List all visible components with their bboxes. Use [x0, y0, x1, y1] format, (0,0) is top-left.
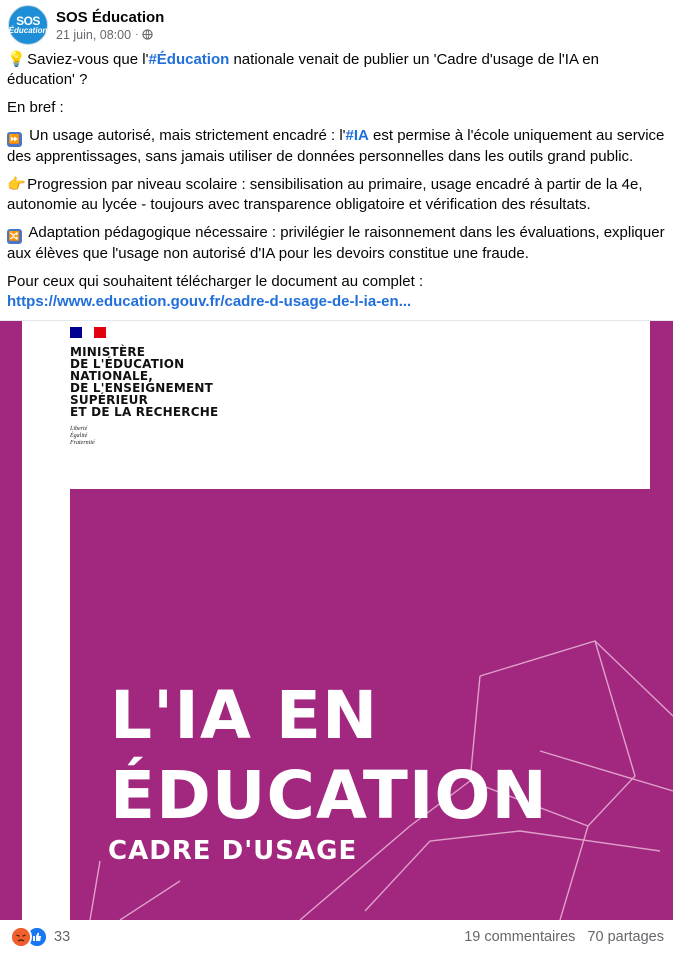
post-body — [7, 50, 665, 320]
shares-count[interactable]: 70 partages — [587, 928, 664, 945]
post-footer — [0, 919, 673, 954]
reaction-count: 33 — [54, 928, 71, 945]
document-link[interactable]: https://www.education.gouv.fr/cadre-d-usage-de-l-ia-en... — [7, 293, 412, 310]
comments-count[interactable]: 19 commentaires — [464, 928, 576, 945]
intro-paragraph — [7, 50, 665, 90]
republic-motto: Liberté Égalité Fraternité — [70, 426, 95, 446]
avatar-text-bottom: Éducation — [8, 26, 48, 35]
point-2 — [7, 175, 665, 215]
point-3-text: Adaptation pédagogique nécessaire : privilégier le raisonnement dans les évaluations, expliquer aux élèves que l'usage non autorisé d'IA pour les devoirs constitue une fraude. — [7, 224, 665, 262]
lightbulb-icon: 💡 — [7, 51, 26, 68]
point-1-before: Un usage autorisé, mais strictement encadré : l' — [29, 127, 346, 144]
hashtag-ia[interactable]: #IA — [345, 127, 369, 144]
fast-forward-icon: ⏩ — [7, 132, 22, 147]
point-1-after: est permise à l'école uniquement au service des apprentissages, sans jamais utiliser de données personnelles dans les outils grand public. — [7, 127, 665, 165]
brief-heading: En bref : — [7, 99, 64, 116]
cover-title-line-1: L'IA EN — [110, 677, 379, 754]
point-3 — [7, 223, 665, 264]
avatar-text-top: SOS — [16, 14, 40, 28]
intro-text-before: Saviez-vous que l' — [27, 51, 149, 68]
download-paragraph — [7, 272, 665, 312]
cover-title — [110, 676, 548, 836]
post-image[interactable] — [0, 320, 673, 920]
page-name-link[interactable]: SOS Éducation — [56, 8, 165, 26]
point-2-text: Progression par niveau scolaire : sensibilisation au primaire, usage encadré à partir de la 4e, autonomie au lycée - toujours avec transparence obligatoire et vérification des résultats. — [7, 176, 643, 213]
cover-subtitle: CADRE D'USAGE — [108, 836, 358, 866]
cover-title-line-2: ÉDUCATION — [110, 757, 548, 834]
angry-icon — [10, 926, 32, 948]
ministry-name: MINISTÈRE DE L'ÉDUCATION NATIONALE, DE L'ENSEIGNEMENT SUPÉRIEUR ET DE LA RECHERCHE — [70, 345, 219, 419]
post-timestamp[interactable]: 21 juin, 08:00 — [56, 27, 132, 42]
intro-text-after: nationale venait de publier un 'Cadre d'usage de l'IA en éducation' ? — [7, 51, 599, 88]
globe-icon[interactable] — [142, 29, 153, 40]
download-text: Pour ceux qui souhaitent télécharger le document au complet : — [7, 273, 424, 290]
reactions-summary[interactable] — [10, 926, 70, 948]
point-1 — [7, 126, 665, 167]
post-meta — [56, 9, 164, 42]
hashtag-education[interactable]: #Éducation — [148, 51, 230, 68]
pointing-hand-icon: 👉 — [7, 176, 26, 193]
engagement-stats — [464, 929, 664, 945]
page-avatar[interactable] — [8, 5, 48, 45]
post-header — [8, 4, 164, 46]
shuffle-icon: 🔀 — [7, 229, 22, 244]
post-time-row — [56, 28, 164, 42]
meta-separator: · — [135, 29, 139, 40]
